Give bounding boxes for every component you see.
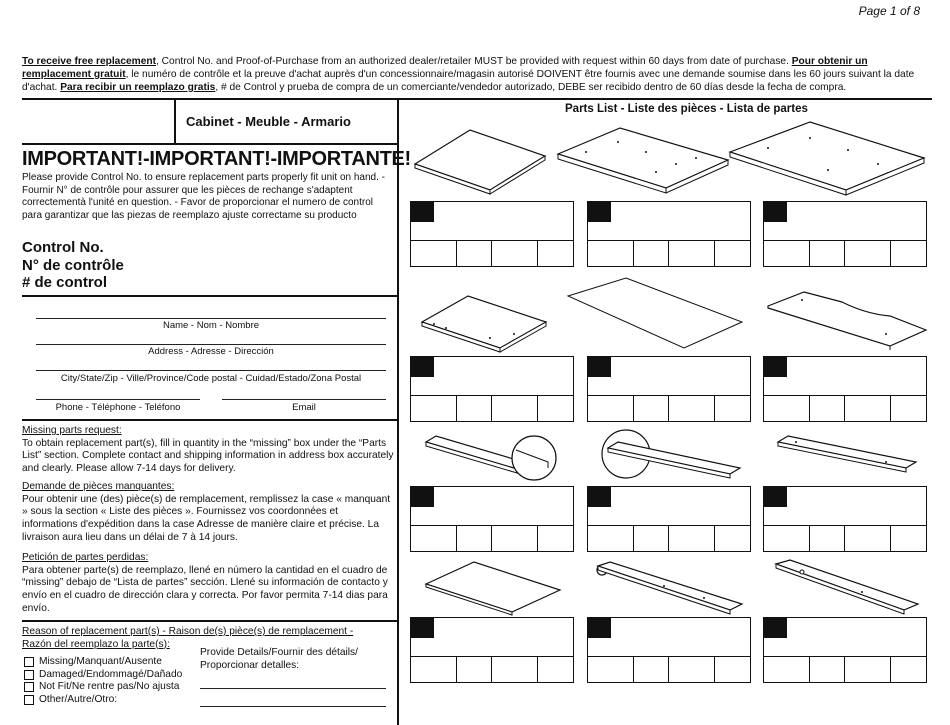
qty-cell-divider [456, 240, 457, 266]
part-bottom-panel-icon [420, 294, 550, 354]
part-rail-front-icon [424, 432, 560, 484]
part-card-5 [587, 356, 751, 422]
missing-qty-input[interactable] [844, 396, 890, 421]
parts-list-title: Parts List - Liste des pièces - Lista de partes [565, 103, 808, 115]
qty-cell-divider [809, 656, 810, 682]
missing-qty-input[interactable] [668, 241, 714, 266]
city-field[interactable] [36, 370, 386, 371]
qty-cell-divider [890, 656, 891, 682]
qty-cell-divider [537, 656, 538, 682]
email-label: Email [292, 402, 316, 413]
qty-cell-divider [714, 656, 715, 682]
address-field[interactable] [36, 344, 386, 345]
control-number-label: Control No. N° de contrôle # de control [22, 239, 124, 291]
part-card-8 [587, 486, 751, 552]
qty-cell-divider [714, 240, 715, 266]
replacement-notice: To receive free replacement, Control No. and Proof-of-Purchase from an authorized dealer/retailer MUST be provided with request within 60 days from date of purchase. Pour obtenir un remplacement gratuit, le numéro de contrôle et la preuve d'achat auprès d'un concessionnaire/magasin autorisé DOIVENT être fournis avec une demande soumise dans les 60 jours suivant la date d'achat. Para recibir un reemplazo gratis, # de Control y prueba de compra de un comerciante/vendedor autorizado, DEBE ser recibido dentro de 60 días desde la fecha de compra. [22, 56, 915, 93]
control-box-bottom [22, 295, 398, 297]
qty-cell-divider [456, 395, 457, 421]
qty-cell-divider [537, 525, 538, 551]
qty-cell-divider [633, 395, 634, 421]
qty-cell-divider [537, 395, 538, 421]
part-letter-box [764, 357, 787, 377]
part-letter-box [588, 202, 611, 222]
qty-cell-divider [714, 525, 715, 551]
missing-qty-input[interactable] [491, 396, 537, 421]
product-name: Cabinet - Meuble - Armario [186, 114, 351, 129]
qty-cell-divider [633, 525, 634, 551]
qty-cell-divider [633, 656, 634, 682]
part-top-panel-icon [410, 126, 550, 196]
reason-section: Reason of replacement part(s) - Raison de(s) pièce(s) de remplacement - Razón del reemplazo la parte(s): [22, 626, 354, 650]
reason-other-checkbox[interactable]: Other/Autre/Otro: [24, 694, 182, 707]
part-card-4 [410, 356, 574, 422]
part-drawer-slide-left-icon [594, 560, 746, 616]
missing-qty-input[interactable] [668, 657, 714, 682]
phone-label: Phone - Téléphone - Teléfono [55, 402, 181, 413]
part-letter-box [764, 618, 787, 638]
part-back-panel-icon [566, 276, 746, 352]
missing-qty-input[interactable] [668, 396, 714, 421]
address-label: Address - Adresse - Dirección [148, 346, 274, 357]
missing-qty-input[interactable] [491, 526, 537, 551]
reason-top-rule [22, 620, 398, 622]
qty-cell-divider [809, 240, 810, 266]
city-label: City/State/Zip - Ville/Province/Code postal - Cuidad/Estado/Zona Postal [60, 373, 362, 384]
missing-qty-input[interactable] [844, 241, 890, 266]
part-letter-box [764, 202, 787, 222]
reason-options [24, 656, 182, 706]
qty-cell-divider [809, 395, 810, 421]
part-card-6 [763, 356, 927, 422]
qty-cell-divider [456, 656, 457, 682]
part-letter-box [411, 487, 434, 507]
part-card-1 [410, 201, 574, 267]
part-rail-plain-icon [776, 432, 922, 478]
part-card-3 [763, 201, 927, 267]
qty-cell-divider [633, 240, 634, 266]
part-shelf-contoured-icon [766, 290, 928, 350]
qty-cell-divider [456, 525, 457, 551]
part-letter-box [411, 357, 434, 377]
qty-cell-divider [714, 395, 715, 421]
part-card-10 [410, 617, 574, 683]
reason-notfit-checkbox[interactable]: Not Fit/Ne rentre pas/No ajusta [24, 681, 182, 694]
part-letter-box [411, 618, 434, 638]
part-card-7 [410, 486, 574, 552]
qty-cell-divider [890, 525, 891, 551]
reason-damaged-checkbox[interactable]: Damaged/Endommagé/Dañado [24, 669, 182, 682]
missing-qty-input[interactable] [844, 657, 890, 682]
missing-qty-input[interactable] [668, 526, 714, 551]
product-box-divider [174, 98, 176, 144]
control-instructions: Please provide Control No. to ensure replacement parts properly fit unit on hand. - Fournir N° de contrôle pour assurer que les pièces de rechange s'adaptent correctementà l'unité en question. - Favor de proporcionar el numero de control para garantizar que las piezas de reemplazo ajuste correctame su producto [22, 172, 385, 221]
page-number: Page 1 of 8 [858, 4, 920, 18]
frame-top-rule [22, 98, 932, 100]
details-line-1[interactable] [200, 688, 386, 689]
name-label: Name - Nom - Nombre [162, 320, 260, 331]
part-glass-panel-icon [424, 560, 564, 616]
qty-cell-divider [890, 240, 891, 266]
part-letter-box [588, 357, 611, 377]
details-label: Provide Details/Fournir des détails/ Proporcionar detalles: [200, 647, 358, 671]
part-letter-box [588, 618, 611, 638]
part-card-2 [587, 201, 751, 267]
part-rail-back-icon [596, 428, 746, 484]
missing-qty-input[interactable] [491, 241, 537, 266]
missing-fr: Demande de pièces manquantes: Pour obtenir une (des) pièce(s) de remplacement, remplissez la case « manquant » sous la section « Liste des pièces ». Fournissez vos coordonnées et informations d'expédition dans la case Adresse de manière claire et précise. La livraison aura lieu dans un délai de 7 à 14 jours. [22, 481, 391, 543]
part-letter-box [588, 487, 611, 507]
important-heading: IMPORTANT!-IMPORTANT!-IMPORTANTE! [22, 148, 411, 170]
part-card-11 [587, 617, 751, 683]
missing-qty-input[interactable] [491, 657, 537, 682]
qty-cell-divider [809, 525, 810, 551]
qty-cell-divider [890, 395, 891, 421]
email-field[interactable] [222, 399, 386, 400]
part-side-panel-right-icon [728, 120, 928, 200]
reason-missing-checkbox[interactable]: Missing/Manquant/Ausente [24, 656, 182, 669]
part-card-9 [763, 486, 927, 552]
qty-cell-divider [537, 240, 538, 266]
part-letter-box [411, 202, 434, 222]
frame-center-divider [397, 98, 399, 725]
name-field[interactable] [36, 318, 386, 319]
part-card-12 [763, 617, 927, 683]
product-box-bottom [22, 143, 398, 145]
missing-es: Petición de partes perdidas: Para obtener parte(s) de reemplazo, llené en número la cantidad en el cuadro de “missing” debajo de “Lista de partes” sección. Llené su información de contacto y envío en el cuadro de dirección clara y correcta. Por favor permita 7-14 dias para envío. [22, 552, 388, 614]
missing-qty-input[interactable] [844, 526, 890, 551]
missing-en: Missing parts request: To obtain replacement part(s), fill in quantity in the “missing” box under the “Parts List” section. Complete contact and shipping information in address box accurately and clearly. Please allow 7-14 days for delivery. [22, 425, 394, 475]
part-letter-box [764, 487, 787, 507]
details-line-2[interactable] [200, 706, 386, 707]
phone-field[interactable] [36, 399, 200, 400]
address-box-bottom [22, 419, 398, 421]
part-drawer-slide-right-icon [772, 558, 922, 616]
part-side-panel-left-icon [556, 124, 732, 194]
